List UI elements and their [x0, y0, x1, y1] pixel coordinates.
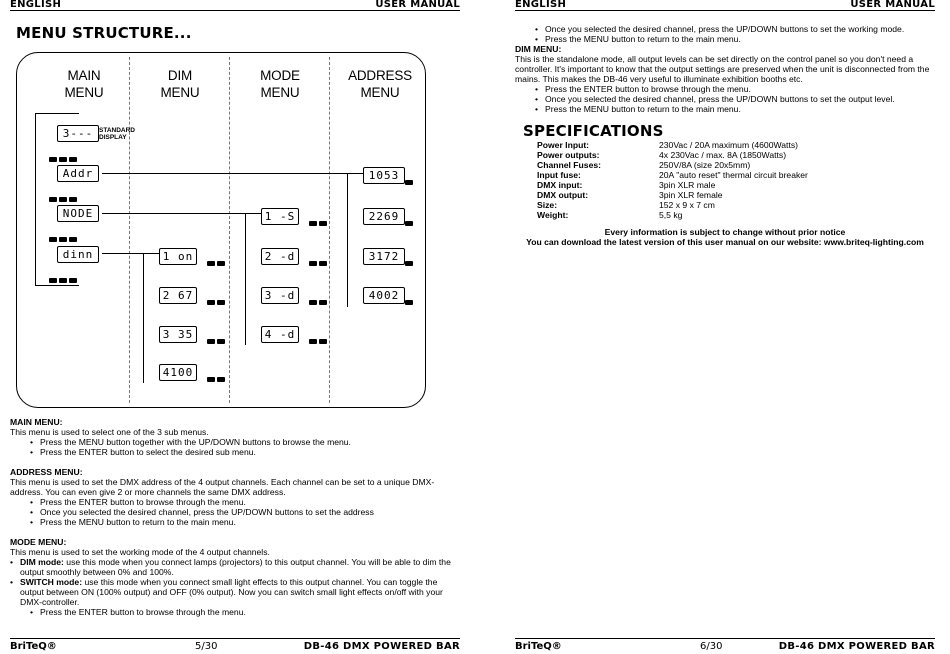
button-row — [207, 253, 227, 259]
mode-display-4: 4 -d — [261, 326, 299, 343]
button-row — [405, 292, 415, 298]
menu-structure-diagram — [16, 52, 426, 408]
main-display-4: dinn — [57, 246, 99, 263]
column-main-menu: MAIN MENU — [64, 68, 104, 100]
column-dim-menu: DIM MENU — [160, 68, 200, 100]
main-display-3: NODE — [57, 205, 99, 222]
page-footer — [10, 638, 460, 653]
button-row — [405, 213, 415, 219]
footer-page-number: 6/30 — [700, 641, 723, 652]
section-title: MENU STRUCTURE... — [16, 24, 192, 42]
list-item: • Press the MENU button to return to the main menu. — [515, 34, 935, 44]
button-row — [405, 253, 415, 259]
left-page — [10, 0, 460, 654]
mode-menu-heading: MODE MENU: — [10, 537, 67, 547]
footer-brand: BriTeQ® — [10, 641, 57, 652]
main-menu-heading: MAIN MENU: — [10, 417, 63, 427]
column-divider — [329, 57, 330, 403]
footer-brand: BriTeQ® — [515, 641, 562, 652]
list-item: • Once you selected the desired channel, press the UP/DOWN buttons to set the output level. — [515, 94, 935, 104]
footer-product: DB-46 DMX POWERED BAR — [778, 641, 935, 652]
footer-product: DB-46 DMX POWERED BAR — [303, 641, 460, 652]
disclaimer-note: Every information is subject to change without prior notice — [604, 227, 846, 237]
button-row — [309, 292, 329, 298]
main-display-2: Addr — [57, 165, 99, 182]
list-item: • Press the ENTER button to browse through the menu. — [10, 497, 460, 507]
mode-display-1: 1 -S — [261, 208, 299, 225]
mode-menu-intro: This menu is used to set the working mode of the 4 output channels. — [10, 547, 270, 557]
dim-display-2: 2 67 — [159, 287, 197, 304]
list-item: • Once you selected the desired channel, press the UP/DOWN buttons to set the working mode. — [515, 24, 935, 34]
list-item: • Once you selected the desired channel, press the UP/DOWN buttons to set the address — [10, 507, 460, 517]
standard-display-label: STANDARD DISPLAY — [99, 127, 135, 141]
button-row — [309, 213, 329, 219]
list-item: • SWITCH mode: use this mode when you connect small light effects to this output channel. You can toggle the output between ON (100% output) and OFF (0% output). Now you can switch small light effects on/off with your DMX-controller. — [10, 577, 460, 607]
main-menu-intro: This menu is used to select one of the 3 sub menus. — [10, 427, 209, 437]
dim-menu-section — [515, 44, 935, 114]
right-page: ENGLISH USER MANUAL • Once you selected the desired channel, press the UP/DOWN buttons to set the working mode. • Press the MENU button to return to the main menu. DIM MENU: This is the standalone mode, all output levels can be set directly on the control panel so you don't need a controller. It's important to know that the output settings are preserved when the unit is disconnected from the mains. This makes the DB-46 very useful to illuminate exhibition booths etc. • Press the ENTER button to browse through the menu. • Once you selected the desired channel, press the UP/DOWN buttons to set the output level. • Press the MENU button to return to the main menu. SPECIFICATIONS Power Input: 230Vac / 20A maximum (4600Watts) Power outputs: 4x 230Vac / max. 8A (1850Watts) Channel Fuses: 250V/8A (size 20x5mm) Input fuse: 20A "auto reset" thermal circuit breaker DMX input: 3pin XLR male DMX output: 3pin XLR female Size: 152 x 9 x 7 cm Weight: 5,5 kg Every information is subject to change without prior notice You can download the latest version of this user manual on our website: www.briteq-lighting.com BriTeQ® 6/30 DB-46 DMX POWERED BAR — [515, 0, 935, 654]
list-item: • Press the ENTER button to browse through the menu. — [10, 607, 460, 617]
mode-display-2: 2 -d — [261, 248, 299, 265]
button-row — [49, 270, 79, 276]
button-row — [309, 331, 329, 337]
column-address-menu: ADDRESS MENU — [348, 68, 412, 100]
download-note: You can download the latest version of this user manual on our website: www.briteq-lighting.com — [526, 237, 924, 247]
button-row — [49, 229, 79, 235]
list-item: • Press the MENU button to return to the main menu. — [10, 517, 460, 527]
button-row — [207, 331, 227, 337]
address-display-3: 3172 — [363, 248, 405, 265]
button-row — [49, 189, 79, 195]
header-language: ENGLISH — [515, 0, 567, 10]
dim-display-4: 4100 — [159, 364, 197, 381]
address-menu-heading: ADDRESS MENU: — [10, 467, 83, 477]
list-item: • Press the MENU button together with the UP/DOWN buttons to browse the menu. — [10, 437, 460, 447]
address-display-2: 2269 — [363, 208, 405, 225]
button-row — [207, 369, 227, 375]
list-item: • Press the ENTER button to browse through the menu. — [515, 84, 935, 94]
list-item: • Press the ENTER button to select the desired sub menu. — [10, 447, 460, 457]
button-row — [207, 292, 227, 298]
page-footer — [515, 638, 935, 653]
address-display-4: 4002 — [363, 287, 405, 304]
dim-menu-heading: DIM MENU: — [515, 44, 562, 54]
specifications-title: SPECIFICATIONS — [523, 122, 664, 140]
list-item: • DIM mode: use this mode when you connect lamps (projectors) to this output channel. You will be able to dim the output smoothly between 0% and 100%. — [10, 557, 460, 577]
footer-page-number: 5/30 — [195, 641, 218, 652]
column-divider — [229, 57, 230, 403]
dim-display-1: 1 on — [159, 248, 197, 265]
address-display-1: 1053 — [363, 167, 405, 184]
header-language: ENGLISH — [10, 0, 62, 10]
main-display-1: 3--- — [57, 125, 99, 142]
dim-display-3: 3 35 — [159, 326, 197, 343]
button-row — [49, 149, 79, 155]
mode-display-3: 3 -d — [261, 287, 299, 304]
main-menu-section — [10, 417, 460, 457]
column-divider — [129, 57, 130, 403]
page-header — [515, 0, 935, 11]
header-title: USER MANUAL — [375, 0, 460, 10]
list-item: • Press the MENU button to return to the main menu. — [515, 104, 935, 114]
address-menu-section — [10, 467, 460, 527]
mode-menu-continued — [515, 24, 935, 44]
button-row — [405, 172, 415, 178]
page-header — [10, 0, 460, 11]
mode-menu-section — [10, 537, 460, 617]
button-row — [309, 253, 329, 259]
dim-menu-intro: This is the standalone mode, all output levels can be set directly on the control panel so you don't need a controller. It's important to know that the output settings are preserved when the unit is disconnected from the mains. This makes the DB-46 very useful to illuminate exhibition booths etc. — [515, 54, 930, 84]
header-title: USER MANUAL — [850, 0, 935, 10]
column-mode-menu: MODE MENU — [260, 68, 300, 100]
address-menu-intro: This menu is used to set the DMX address of the 4 output channels. Each channel can be set to a unique DMX-address. You can even give 2 or more channels the same DMX address. — [10, 477, 435, 497]
